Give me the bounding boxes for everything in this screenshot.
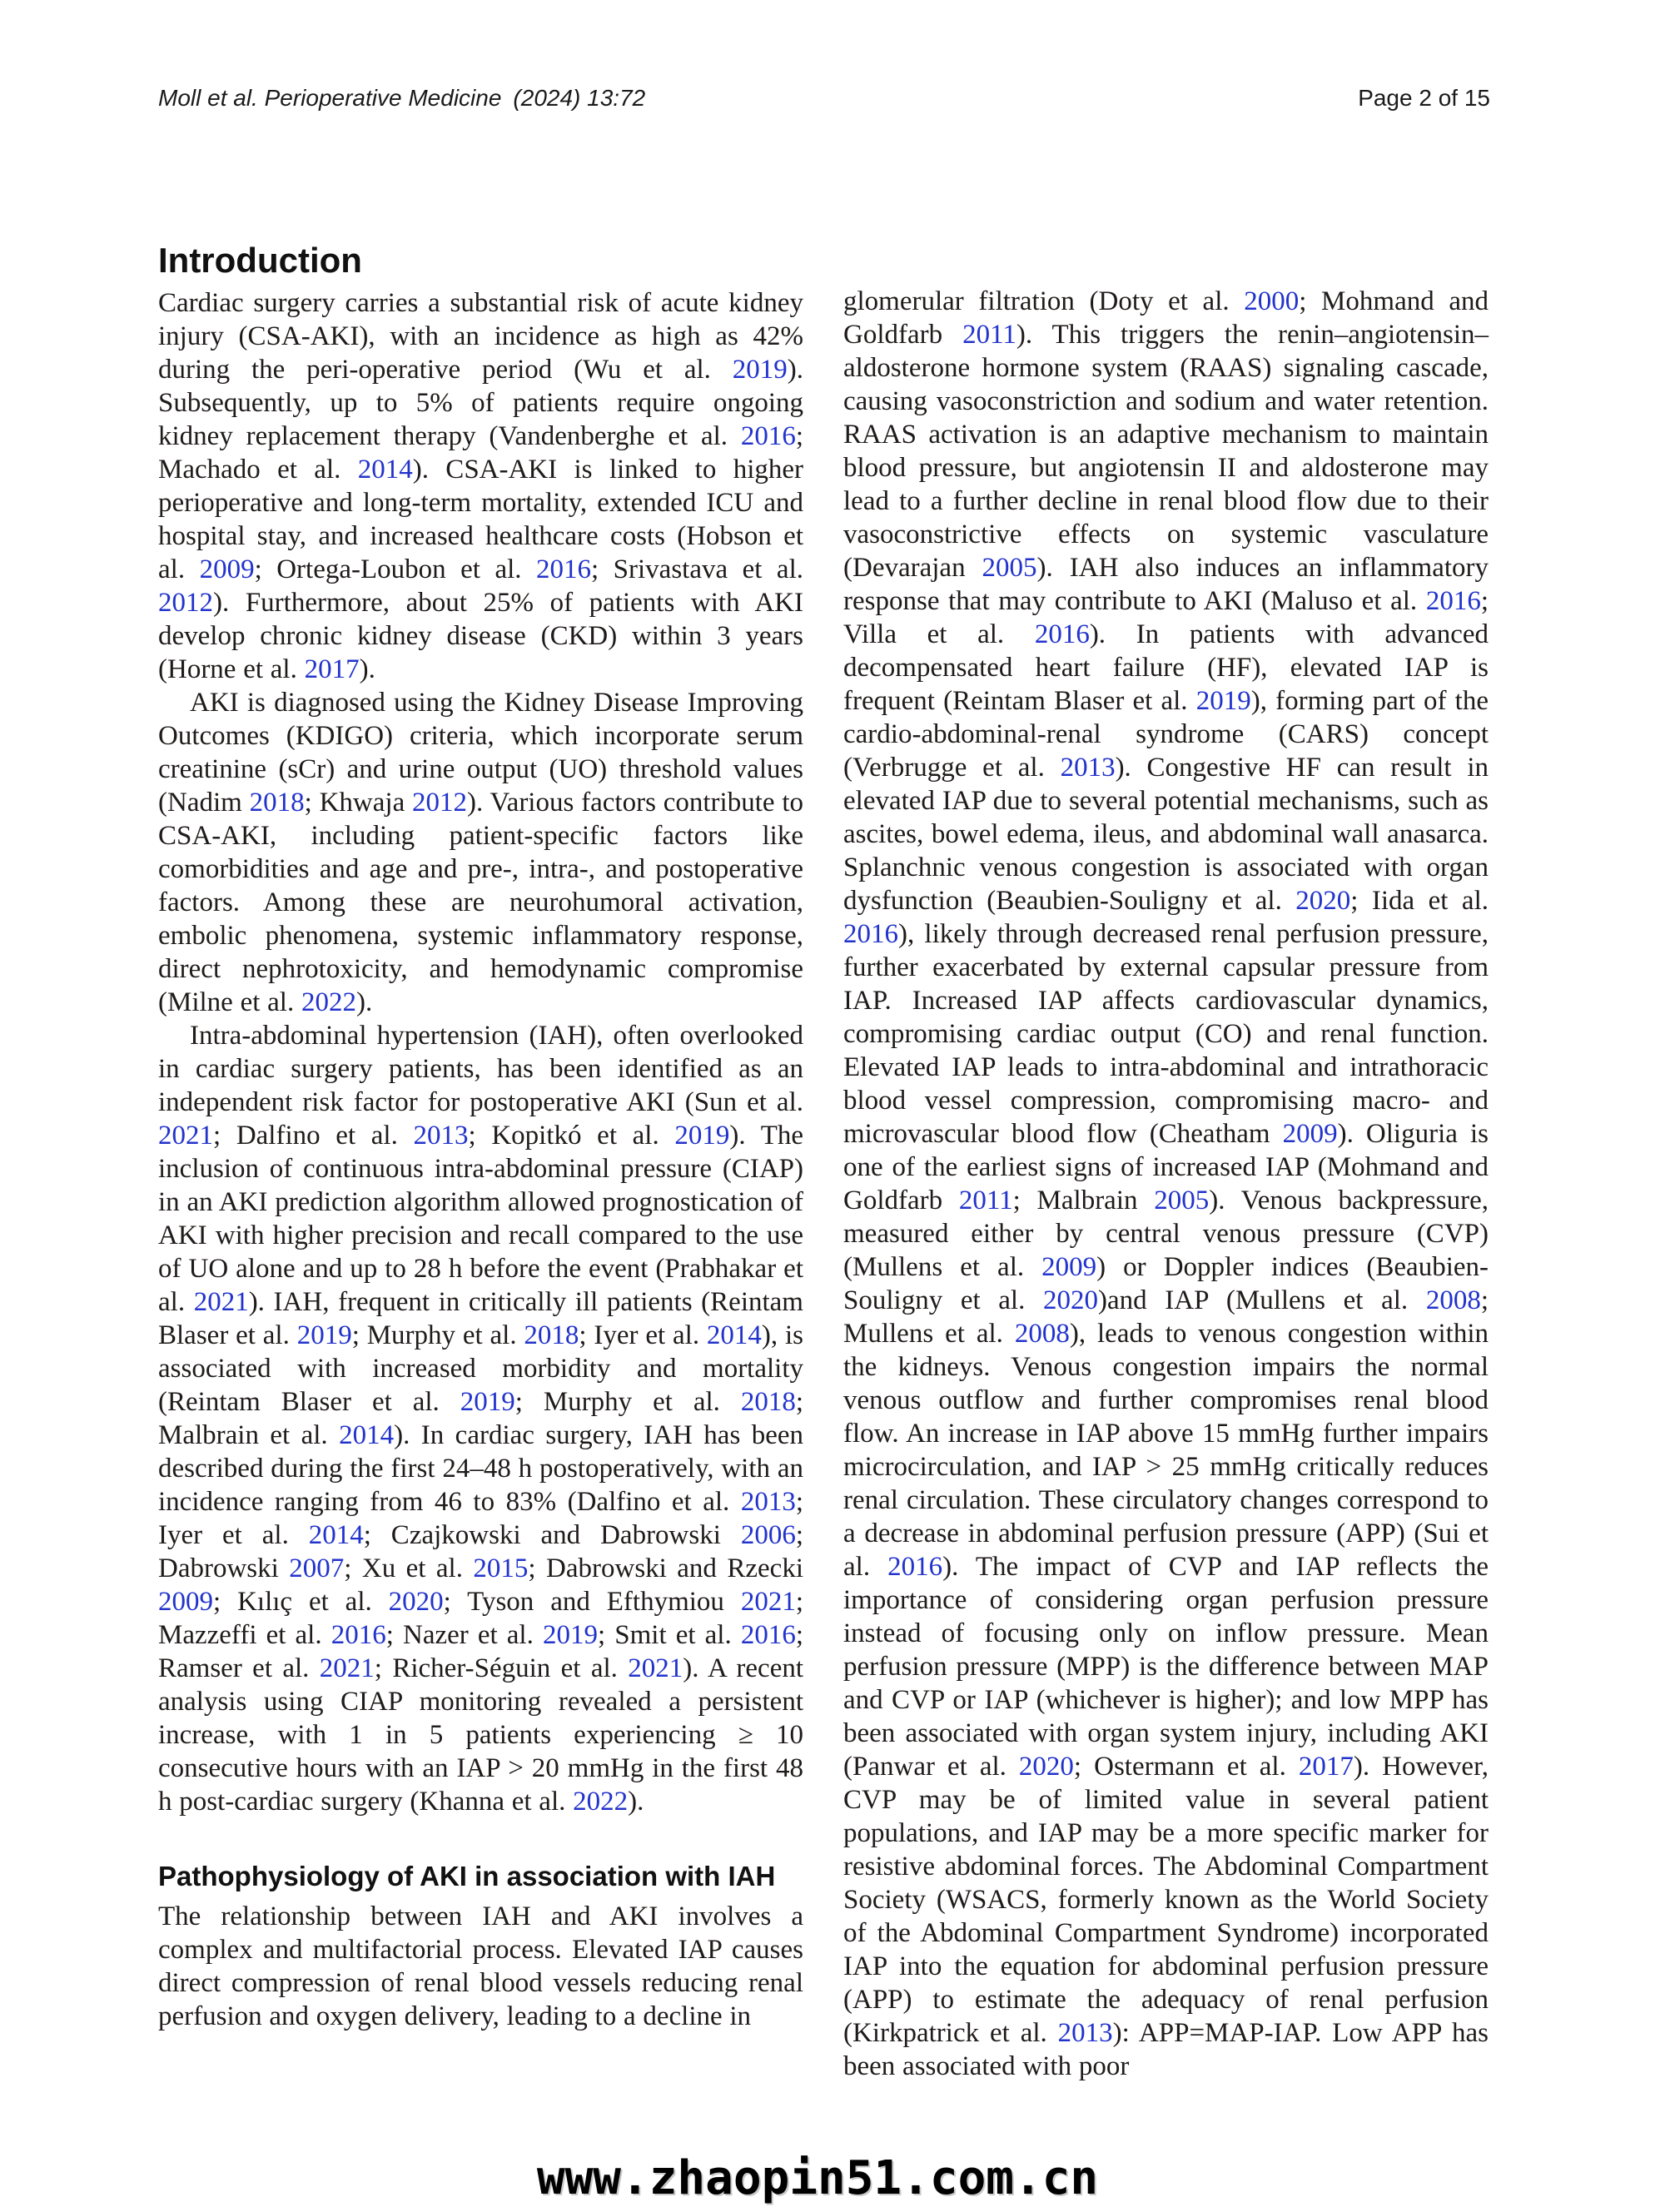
citation-year-link[interactable]: 2008 (1425, 1285, 1481, 1315)
citation-year-link[interactable]: 2016 (536, 554, 592, 584)
citation-year-link[interactable]: 2021 (158, 1121, 213, 1151)
citation-year-link[interactable]: 2021 (628, 1653, 683, 1683)
citation-year-link[interactable]: 2018 (524, 1320, 579, 1350)
citation-year-link[interactable]: 2015 (473, 1553, 529, 1583)
citation-year-link[interactable]: 2016 (740, 421, 796, 451)
citation-year-link[interactable]: 2021 (193, 1287, 249, 1317)
paragraph-intro-1: Cardiac surgery carries a substantial risk of acute kidney injury (CSA-AKI), with an incidence as high as 42% during the peri-operative period (Wu et al. 2019). Subsequently, up to 5% of patients require ongoing kidney replacement therapy (Vandenberghe et al. 2016; Machado et al. 2014). CSA-AKI is linked to higher perioperative and long-term mortality, extended ICU and hospital stay, and increased healthcare costs (Hobson et al. 2009; Ortega-Loubon et al. 2016; Srivastava et al. 2012). Furthermore, about 25% of patients with AKI develop chronic kidney disease (CKD) within 3 years (Horne et al. 2017). (158, 288, 804, 684)
citation-year-link[interactable]: 2006 (740, 1520, 796, 1550)
citation-year-link[interactable]: 2020 (1043, 1285, 1098, 1315)
citation-year-link[interactable]: 2018 (740, 1387, 796, 1417)
citation-year-link[interactable]: 2019 (674, 1121, 730, 1151)
citation-year-link[interactable]: 2009 (1041, 1252, 1097, 1282)
citation-year-link[interactable]: 2007 (289, 1553, 345, 1583)
citation-year-link[interactable]: 2016 (740, 1620, 796, 1650)
paragraph-pathophysiology-1: The relationship between IAH and AKI involves a complex and multifactorial process. Elevated IAP causes direct compression of renal blood vessels reducing renal perfusion and oxygen delivery, leading to a decline in (158, 1901, 803, 2031)
citation-year-link[interactable]: 2019 (1195, 686, 1251, 716)
citation-year-link[interactable]: 2022 (573, 1787, 629, 1817)
page-number: Page 2 of 15 (1358, 85, 1490, 111)
citation-year-link[interactable]: 2014 (339, 1420, 395, 1450)
citation-year-link[interactable]: 2000 (1244, 286, 1300, 316)
citation-year-link[interactable]: 2011 (958, 1186, 1013, 1215)
right-column (843, 241, 1489, 2083)
citation-year-link[interactable]: 2017 (1298, 1752, 1354, 1782)
citation-year-link[interactable]: 2013 (413, 1121, 469, 1151)
citation-year-link[interactable]: 2021 (319, 1653, 375, 1683)
citation-year-link[interactable]: 2012 (158, 588, 213, 618)
section-heading-introduction: Introduction (158, 241, 362, 280)
citation-year-link[interactable]: 2019 (542, 1620, 598, 1650)
left-column (158, 241, 803, 2083)
watermark-url: www.zhaopin51.com.cn (536, 2151, 1099, 2205)
citation-year-link[interactable]: 2016 (1034, 619, 1090, 649)
citation-year-link[interactable]: 2014 (357, 455, 413, 485)
paragraph-intro-3: Intra-abdominal hypertension (IAH), often overlooked in cardiac surgery patients, has been identified as an independent risk factor for postoperative AKI (Sun et al. 2021; Dalfino et al. 2013; Kopitkó et al. 2019). The inclusion of continuous intra-abdominal pressure (CIAP) in an AKI prediction algorithm allowed prognostication of AKI with higher precision and recall compared to the use of UO alone and up to 28 h before the event (Prabhakar et al. 2021). IAH, frequent in critically ill patients (Reintam Blaser et al. 2019; Murphy et al. 2018; Iyer et al. 2014), is associated with increased morbidity and mortality (Reintam Blaser et al. 2019; Murphy et al. 2018; Malbrain et al. 2014). In cardiac surgery, IAH has been described during the first 24–48 h postoperatively, with an incidence ranging from 46 to 83% (Dalfino et al. 2013; Iyer et al. 2014; Czajkowski and Dabrowski 2006; Dabrowski 2007; Xu et al. 2015; Dabrowski and Rzecki 2009; Kılıç et al. 2020; Tyson and Efthymiou 2021; Mazzeffi et al. 2016; Nazer et al. 2019; Smit et al. 2016; Ramser et al. 2021; Richer-Séguin et al. 2021). A recent analysis using CIAP monitoring revealed a persistent increase, with 1 in 5 patients experiencing ≥ 10 consecutive hours with an IAP > 20 mmHg in the first 48 h post-cardiac surgery (Khanna et al. 2022). (158, 1021, 804, 1817)
citation-year-link[interactable]: 2011 (962, 320, 1016, 350)
citation-year-link[interactable]: 2014 (308, 1520, 364, 1550)
running-header (158, 85, 1490, 112)
citation-year-link[interactable]: 2013 (1060, 753, 1116, 783)
section-heading-pathophysiology: Pathophysiology of AKI in association with IAH (158, 1861, 776, 1891)
citation-year-link[interactable]: 2009 (199, 554, 255, 584)
citation-year-link[interactable]: 2017 (304, 654, 360, 684)
citation-year-link[interactable]: 2008 (1014, 1319, 1070, 1349)
journal-volume-info: (2024) 13:72 (513, 85, 646, 111)
citation-year-link[interactable]: 2014 (706, 1320, 762, 1350)
citation-year-link[interactable]: 2016 (843, 919, 898, 949)
citation-year-link[interactable]: 2016 (331, 1620, 386, 1650)
citation-year-link[interactable]: 2020 (1018, 1752, 1074, 1782)
citation-year-link[interactable]: 2018 (249, 788, 305, 818)
paragraph-intro-2: AKI is diagnosed using the Kidney Disease Improving Outcomes (KDIGO) criteria, which incorporate serum creatinine (sCr) and urine output (UO) threshold values (Nadim 2018; Khwaja 2012). Various factors contribute to CSA-AKI, including patient-specific factors like comorbidities and age and pre-, intra-, and postoperative factors. Among these are neurohumoral activation, embolic phenomena, systemic inflammatory response, direct nephrotoxicity, and hemodynamic compromise (Milne et al. 2022). (158, 688, 803, 1017)
citation-year-link[interactable]: 2016 (887, 1552, 943, 1582)
citation-year-link[interactable]: 2005 (982, 553, 1037, 583)
two-column-body (158, 241, 1489, 2083)
header-citation (158, 85, 645, 112)
citation-year-link[interactable]: 2016 (1425, 586, 1481, 616)
citation-year-link[interactable]: 2019 (460, 1387, 515, 1417)
citation-year-link[interactable]: 2021 (740, 1587, 796, 1617)
citation-year-link[interactable]: 2013 (1057, 2018, 1113, 2048)
citation-year-link[interactable]: 2013 (740, 1487, 796, 1517)
citation-year-link[interactable]: 2020 (388, 1587, 444, 1617)
citation-year-link[interactable]: 2020 (1295, 886, 1351, 916)
citation-year-link[interactable]: 2005 (1154, 1186, 1210, 1215)
citation-year-link[interactable]: 2022 (301, 987, 356, 1017)
citation-year-link[interactable]: 2019 (732, 355, 788, 385)
citation-year-link[interactable]: 2019 (296, 1320, 352, 1350)
citation-year-link[interactable]: 2009 (158, 1587, 213, 1617)
running-head-authors-journal: Moll et al. Perioperative Medicine (158, 85, 502, 111)
paragraph-continuation: glomerular filtration (Doty et al. 2000; Mohmand and Goldfarb 2011). This triggers the renin–angiotensin–aldosterone hormone system (RAAS) signaling cascade, causing vasoconstriction and sodium and water retention. RAAS activation is an adaptive mechanism to maintain blood pressure, but angiotensin II and aldosterone may lead to a further decline in renal blood flow due to their vasoconstrictive effects on systemic vasculature (Devarajan 2005). IAH also induces an inflammatory response that may contribute to AKI (Maluso et al. 2016; Villa et al. 2016). In patients with advanced decompensated heart failure (HF), elevated IAP is frequent (Reintam Blaser et al. 2019), forming part of the cardio-abdominal-renal syndrome (CARS) concept (Verbrugge et al. 2013). Congestive HF can result in elevated IAP due to several potential mechanisms, such as ascites, bowel edema, ileus, and abdominal wall anasarca. Splanchnic venous congestion is associated with organ dysfunction (Beaubien-Souligny et al. 2020; Iida et al. 2016), likely through decreased renal perfusion pressure, further exacerbated by external capsular pressure from IAP. Increased IAP affects cardiovascular dynamics, compromising cardiac output (CO) and renal function. Elevated IAP leads to intra-abdominal and intrathoracic blood vessel compression, compromising macro- and microvascular blood flow (Cheatham 2009). Oliguria is one of the earliest signs of increased IAP (Mohmand and Goldfarb 2011; Malbrain 2005). Venous backpressure, measured either by central venous pressure (CVP) (Mullens et al. 2009) or Doppler indices (Beaubien-Souligny et al. 2020)and IAP (Mullens et al. 2008; Mullens et al. 2008), leads to venous congestion within the kidneys. Venous congestion impairs the normal venous outflow and further compromises renal blood flow. An increase in IAP above 15 mmHg further impairs microcirculation, and IAP > 25 mmHg critically reduces renal circulation. These circulatory changes correspond to a decrease in abdominal perfusion pressure (APP) (Sui et al. 2016). The impact of CVP and IAP reflects the importance of considering organ perfusion pressure instead of focusing only on inflow pressure. Mean perfusion pressure (MPP) is the difference between MAP and CVP or IAP (whichever is higher); and low MPP has been associated with organ system injury, including AKI (Panwar et al. 2020; Ostermann et al. 2017). However, CVP may be of limited value in several patient populations, and IAP may be a more specific marker for resistive abdominal forces. The Abdominal Compartment Society (WSACS, formerly known as the World Society of the Abdominal Compartment Syndrome) incorporated IAP into the equation for abdominal perfusion pressure (APP) to estimate the adequacy of renal perfusion (Kirkpatrick et al. 2013): APP=MAP-IAP. Low APP has been associated with poor (843, 286, 1489, 2081)
citation-year-link[interactable]: 2012 (412, 788, 468, 818)
citation-year-link[interactable]: 2009 (1282, 1119, 1338, 1149)
